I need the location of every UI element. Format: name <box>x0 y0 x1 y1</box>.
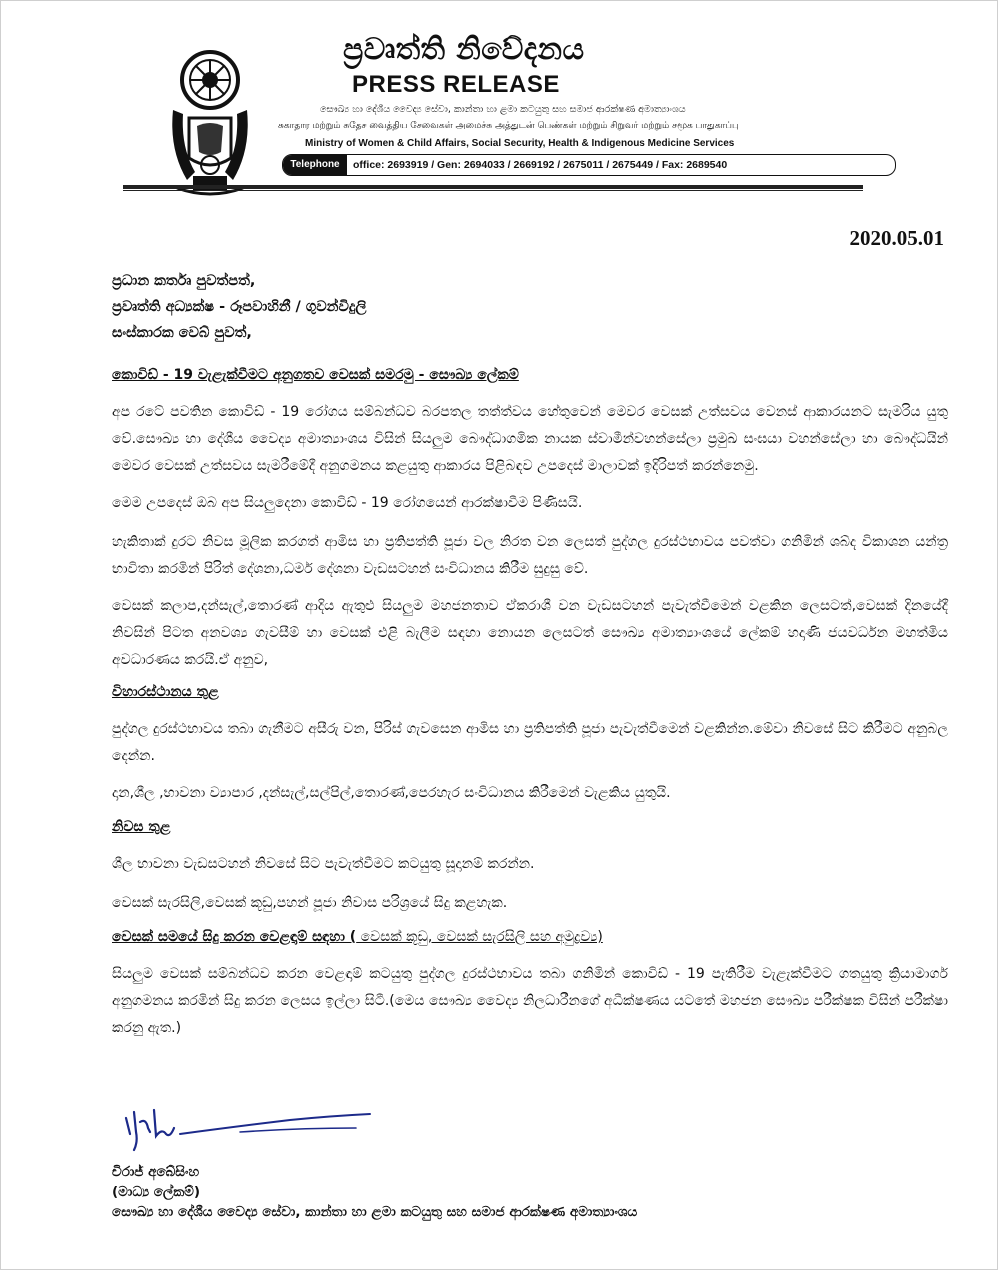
subheading-trade-note: වෙසක් කූඩු, වෙසක් සැරසිලි සහ අමුද්‍රව්‍ය) <box>356 929 603 945</box>
paragraph: දාන,ශීල ,භාවනා ව්‍යාපාර ,දන්සැල්,සල්පිල්,තොරණ්,පෙරහැර සංවිධානය කිරීමෙන් වැළකිය යුතුයි. <box>112 785 671 801</box>
telephone-numbers: office: 2693919 / Gen: 2694033 / 2669192 / 2675011 / 2675449 / Fax: 2689540 <box>353 159 728 171</box>
release-date: 2020.05.01 <box>849 226 944 250</box>
paragraph: සියලුම වෙසක් සම්බන්ධව කරන වෙළඳාම් කටයුතු පුද්ගල දුරස්ථභාවය තබා ගනිමින් කොවිඩ් - 19 පැතිරීම වැළැක්වීමට ගතයුතු ක්‍රියාමාර්ග අනුගමනය කරමින් සිදු කරන ලෙසය ඉල්ලා සිටී.(මෙය සෞඛ්‍ය වෛද්‍ය නිලධාරීනගේ අධීක්ෂණය යටතේ මහජන සෞඛ්‍ය පරීක්ෂක විසින් පරීක්ෂා කරනු ඇත.) <box>112 966 948 1036</box>
signatory-ministry: සෞඛ්‍ය හා දේශීය වෛද්‍ය සේවා, කාන්තා හා ළමා කටයුතු සහ සමාජ ආරක්ෂණ අමාත්‍යාංශය <box>112 1204 638 1220</box>
sri-lanka-emblem-icon <box>165 40 255 198</box>
signature <box>120 1098 390 1158</box>
header-rule-thin <box>123 190 863 191</box>
telephone-bar <box>282 154 896 176</box>
addressee-line: ප්‍රවෘත්ති අධ්‍යක්ෂ - රූපවාහිනී / ගුවන්විදුලි <box>112 299 367 315</box>
signatory-block <box>112 1162 637 1222</box>
main-heading: කොවිඩ් - 19 වැළැක්වීමට අනුගතව වෙසක් සමරමු - සෞඛ්‍ය ලේකම් <box>112 367 519 383</box>
letterhead <box>125 20 865 200</box>
paragraph: හැකිතාක් දුරට නිවස මූලික කරගත් ආමිස හා ප්‍රතිපත්ති පූජා වල නිරත වන ලෙසත් පුද්ගල දුරස්ථභාවය පවත්වා ගනිමින් ශබ්ද විකාශන යන්ත්‍ර භාවිතා කරමින් පිරිත් දේශනා,ධර්ම දේශනා වැඩසටහන් සංවිධානය කිරීම සුදුසු වේ. <box>112 534 948 577</box>
release-body <box>112 367 948 1052</box>
subheading-trade-bold: වෙසක් සමයේ සිදු කරන වෙළඳාම් සඳහා ( <box>112 929 357 945</box>
title-sinhala: ප්‍රවෘත්ති නිවේදනය <box>343 32 585 67</box>
addressee-line: ප්‍රධාන කර්තෘ පුවත්පත්, <box>112 273 256 289</box>
subheading-temple: විහාරස්ථානය තුළ <box>112 684 219 700</box>
signatory-role: (මාධ්‍ය ලේකම්) <box>112 1184 201 1200</box>
signatory-name: චිරාජ් අබේසිංහ <box>112 1164 200 1180</box>
paragraph: වෙසක් සැරසිලි,වෙසක් කූඩු,පහන් පූජා නිවාස පරිශ්‍රයේ සිදු කළහැක. <box>112 895 508 911</box>
title-english: PRESS RELEASE <box>352 71 560 98</box>
ministry-name-english: Ministry of Women & Child Affairs, Social Security, Health & Indigenous Medicine Services <box>305 138 735 149</box>
ministry-name-sinhala: සෞඛ්‍ය හා දේශීය වෛද්‍ය සේවා, කාන්තා හා ළමා කටයුතු සහ සමාජ ආරක්ෂණ අමාත්‍යාංශය <box>320 104 686 115</box>
paragraph: පුද්ගල දුරස්ථභාවය තබා ගැනීමට අසීරු වන, පිරිස් ගැවසෙන ආමිස හා ප්‍රතිපත්ති පූජා පැවැත්වීමෙන් වළකින්න.මේවා නිවසේ සිට කිරීමට අනුබල දෙන්න. <box>112 721 948 764</box>
paragraph: වෙසක් කලාප,දන්සැල්,තොරණ් ආදිය ඇතුළු සියලුම මහජනතාව ඒකරාශී වන වැඩසටහන් පැවැත්වීමෙන් වළකින ලෙසටත්,වෙසක් දිනයේදී නිවසින් පිටත අනවශ්‍ය ගැවසීම් හා වෙසක් එළි බැලීම සඳහා නොයන ලෙසටත් සෞඛ්‍ය අමාත්‍යාංශයේ ලේකම් හදාණි ජයවර්ධන මහත්මිය අවධාරණය කරයි.ඒ අනුව, <box>112 598 948 668</box>
paragraph: මෙම උපදෙස් ඔබ අප සියලුදෙනා කොවිඩ් - 19 රෝගයෙන් ආරක්ෂාවීම පිණිසයි. <box>112 495 583 511</box>
subheading-trade <box>112 929 948 945</box>
header-rule <box>123 185 863 189</box>
ministry-name-tamil: சுகாதார மற்றும் சுதேச வைத்திய சேவைகள் அமைச்சு அத்துடன் பெண்கள் மற்றும் சிறுவர் மற்றும் சமூக பாதுகாப்பு <box>278 121 739 131</box>
addressee-block <box>112 268 366 346</box>
paragraph: අප රටේ පවතින කොවිඩ් - 19 රෝගය සම්බන්ධව බරපතල තත්ත්වය හේතුවෙන් මෙවර වෙසක් උත්සවය වෙනස් ආකාරයනට සැමරිය යුතු වේ.සෞඛ්‍ය හා දේශීය වෛද්‍ය අමාත්‍යාංශය විසින් සියලුම බෞද්ධාගමික නායක ස්වාමීන්වහන්සේලා ප්‍රමුඛ සංඝයා වහන්සේලා හා බෞද්ධයින් මෙවර වෙසක් උත්සවය සැමරීමේදී අනුගමනය කළයුතු ආකාරය පිළිබඳව උපදෙස් මාලාවක් ඉදිරිපත් කරන්නෙමු. <box>112 404 948 474</box>
subheading-home: නිවස තුළ <box>112 819 171 835</box>
addressee-line: සංස්කාරක වෙබ් පුවත්, <box>112 325 252 341</box>
telephone-label: Telephone <box>283 155 347 175</box>
paragraph: ශීල භාවනා වැඩසටහන් නිවසේ සිට පැවැත්වීමට කටයුතු සූදානම් කරන්න. <box>112 856 535 872</box>
